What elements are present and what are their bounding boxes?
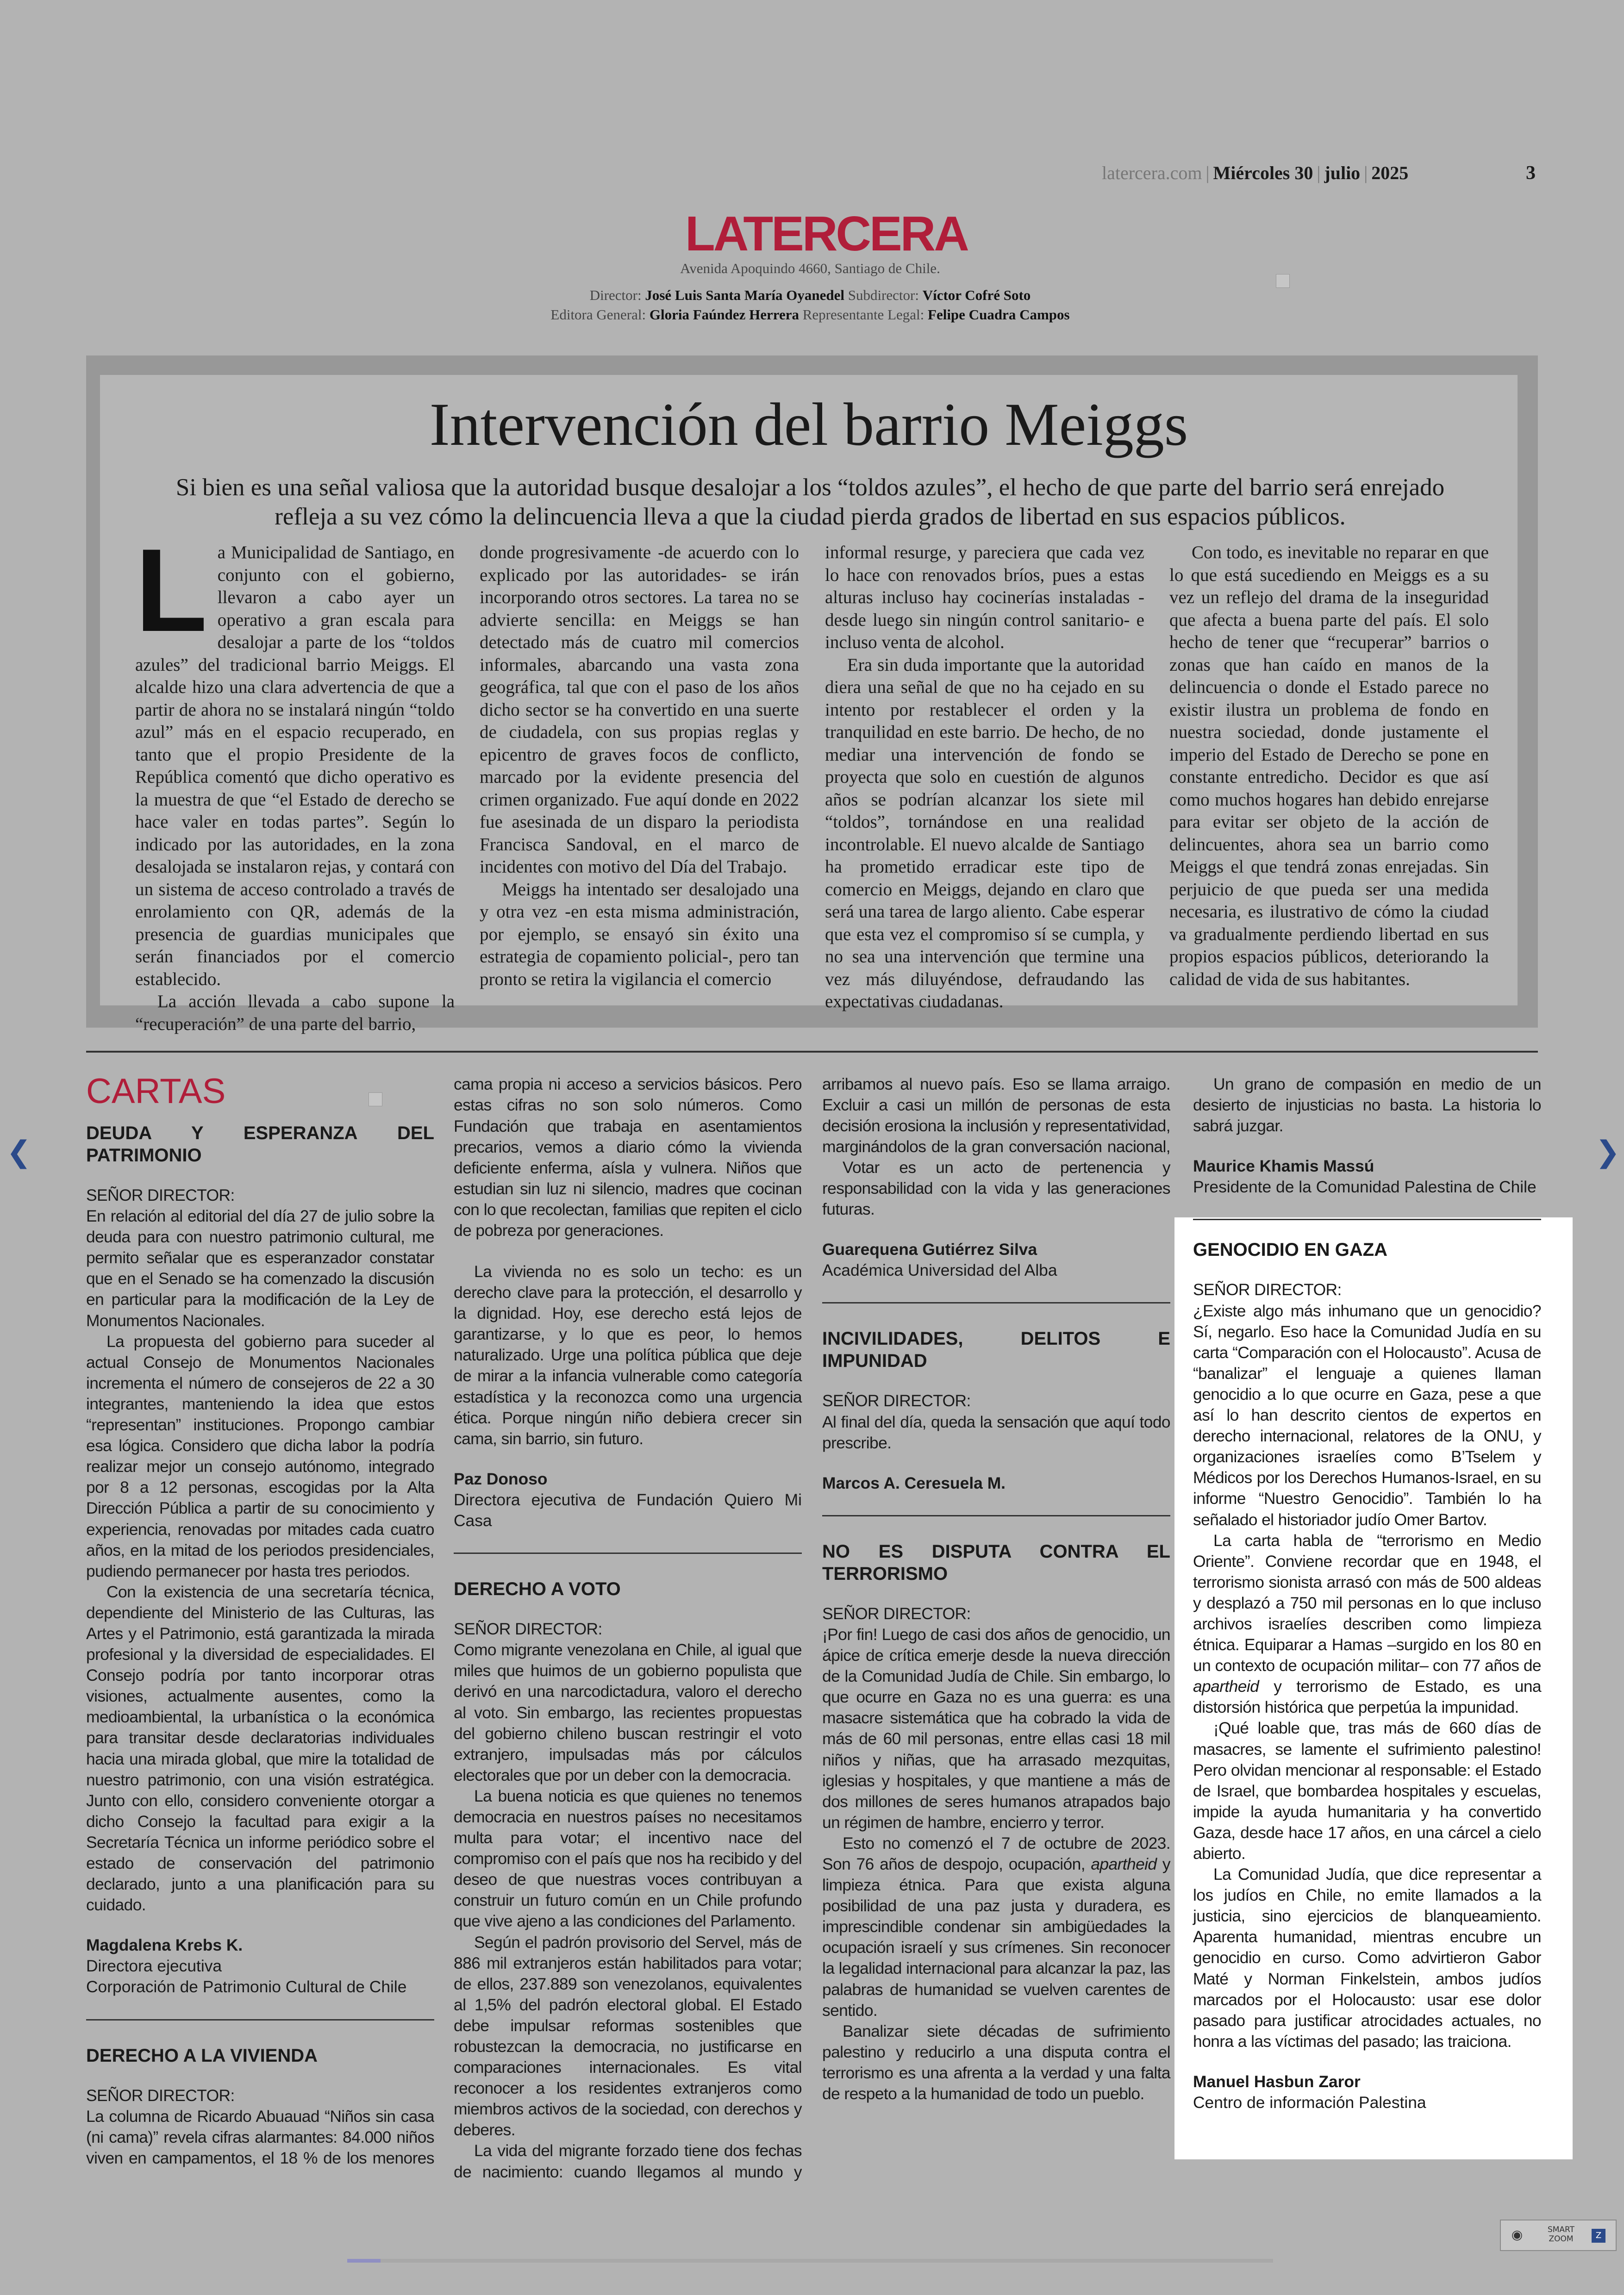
letter-salutation: SEÑOR DIRECTOR: (1193, 1280, 1342, 1299)
editora-name: Gloria Faúndez Herrera (649, 306, 799, 323)
page-scroll-track[interactable] (347, 2259, 1273, 2263)
letter-salutation: SEÑOR DIRECTOR: (822, 1604, 971, 1623)
letter-salutation: SEÑOR DIRECTOR: (86, 1186, 235, 1204)
legal-rep-name: Felipe Cuadra Campos (928, 306, 1070, 323)
letter-signature: Maurice Khamis Massú (1193, 1157, 1374, 1176)
letters-column-2: cama propia ni acceso a servicios básicos. Pero estas cifras no son solo números. Como Fundación que trabaja en asentamientos precarios, vemos a diario cómo la vivienda deficiente enferma, aísla y vulnera. Niños que estudian sin luz ni silencio, madres que cocinan con lo que recolectan, familias que repiten el ciclo de pobreza por generaciones. La vivienda no es solo un techo: es un derecho clave para la protección, el desarrollo y la dignidad. Hoy, ese derecho está lejos de garantizarse, y lo que es peor, lo hemos naturalizado. Urge una política pública que deje de mirar a la infancia vulnerable como categoría estadística y la reconozca como una urgencia ética. Porque ningún niño debiera crecer sin cama, sin barrio, sin futuro. Paz Donoso Directora ejecutiva de Fundación Quiero Mi Casa DERECHO A VOTO SEÑOR DIRECTOR: Como migrante venezolana en Chile, al igual que miles que huimos de un gobierno populista que derivó en una narcodictadura, valoro el derecho al voto. Sin embargo, las recientes propuestas del gobierno chileno buscan restringir el voto extranjero, impulsadas más por cálculos electorales que por un deber con la democracia. La buena noticia es que quienes no tenemos democracia en nuestros países no necesitamos multa para votar; el incentivo nace del compromiso con el país que nos ha recibido y del deseo de que nuestras voces contribuyan a construir un futuro común en un Chile profundo que vive ajeno a las condiciones del Parlamento. Según el padrón provisorio del Servel, más de 886 mil extranjeros están habilitados para votar; de ellos, 237.889 son venezolanos, equivalentes al 1,5% del padrón electoral global. El Estado debe impulsar reformas sostenibles que robustezcan la democracia, no justificarse en comparaciones internacionales. Es vital reconocer a los residentes extranjeros como miembros activos de la sociedad, con derechos y deberes. La vida del migrante forzado tiene dos fechas de nacimiento: cuando llegamos al mundo y (454, 1074, 802, 2182)
date-year: 2025 (1371, 162, 1409, 183)
letter-divider (1193, 1219, 1541, 1220)
letter-salutation: SEÑOR DIRECTOR: (86, 2086, 235, 2105)
letter-signature: Guarequena Gutiérrez Silva (822, 1240, 1037, 1259)
letter-headline: INCIVILIDADES, DELITOS E IMPUNIDAD (822, 1328, 1170, 1372)
chevron-left-icon[interactable]: ❮ (6, 1135, 31, 1169)
chevron-right-icon[interactable]: ❯ (1595, 1135, 1620, 1169)
editorial-column-4: Con todo, es inevitable no reparar en que lo que está sucediendo en Meiggs es a su vez un reflejo del drama de la inseguridad que afecta a buena parte del país. El solo hecho de tener que “recuperar” barrios o zonas que han caído en manos de la delincuencia o donde el Estado parece no existir ilustra un problema de fondo en nuestra sociedad, donde justamente el imperio del Estado de Derecho se pone en constante entredicho. Decidor es que así como muchos hogares han debido enrejarse para evitar ser objeto de la acción de delincuentes, ahora sea un barrio como Meiggs el que tendrá zonas enrejadas. Sin perjuicio de que pueda ser una medida necesaria, es ilustrativo de cómo la ciudad va gradualmente perdiendo libertad en sus propios espacios públicos, deteriorando la calidad de vida de sus habitantes. (1169, 543, 1489, 989)
drop-cap: L (135, 524, 207, 656)
letter-divider (822, 1515, 1170, 1516)
newspaper-logo: LATERCERA (685, 206, 968, 261)
letter-headline: DERECHO A VOTO (454, 1579, 621, 1600)
letters-column-4: Un grano de compasión en medio de un desierto de injusticias no basta. La historia lo sabrá juzgar. Maurice Khamis Massú Presidente de la Comunidad Palestina de Chile GENOCIDIO EN GAZA SEÑOR DIRECTOR: ¿Existe algo más inhumano que un genocidio? Sí, negarlo. Eso hace la Comunidad Judía en su carta “Comparación con el Holocausto”. Acusa de “banalizar” el lenguaje a quienes llaman genocidio a lo que ocurre en Gaza, pese a que así lo han descrito cientos de expertos en derecho internacional, relatores de la ONU, y organizaciones israelíes como B’Tselem y Médicos por los Derechos Humanos-Israel, en su informe “Nuestro Genocidio”. También lo ha señalado el historiador judío Omer Bartov. La carta habla de “terrorismo en Medio Oriente”. Conviene recordar que en 1948, el terrorismo sionista arrasó con más de 500 aldeas y desplazó a 750 mil personas en lo que incluso archivos israelíes describen como limpieza étnica. Equiparar a Hamas –surgido en los 80 en un contexto de ocupación militar– con 77 años de apartheid y terrorismo de Estado, es una distorsión histórica que perpetúa la impunidad. ¡Qué loable que, tras más de 660 días de masacres, se lamente el sufrimiento palestino! Pero olvidan mencionar al responsable: el Estado de Israel, que bombardea hospitales y escuelas, impide la ayuda humanitaria y ha convertido Gaza, desde hace 17 años, en una cárcel a cielo abierto. La Comunidad Judía, que dice representar a los judíos en Chile, no emite llamados a la justicia, sino ejercicios de blanqueamiento. Aparenta humanidad, mientras encubre un genocidio en curso. Como advirtieron Gabor Maté y Norman Finkelstein, ambos judíos marcados por el Holocausto: usar ese dolor pasado para justificar atrocidades actuales, no honra a las víctimas del pasado; las traiciona. Manuel Hasbun Zaror Centro de información Palestina (1193, 1074, 1541, 2113)
letter-signature: Manuel Hasbun Zaror (1193, 2072, 1361, 2091)
letter-divider (454, 1553, 802, 1554)
editorial-column-3: informal resurge, y pareciera que cada vez lo hace con renovados bríos, pues a estas alturas incluso hay cocinerías instaladas -desde luego sin ningún control sanitario- e incluso venta de alcohol. Era sin duda importante que la autoridad diera una señal de que no ha cejado en su intento por restablecer el orden y la tranquilidad en este barrio. De hecho, de no mediar una intervención de fondo se proyecta que solo en cuestión de algunos años se podrían alcanzar los siete mil “toldos”, tornándose en una realidad incontrolable. El nuevo alcalde de Santiago ha prometido erradicar este tipo de comercio en Meiggs, dejando en claro que será una tarea de largo aliento. Cabe esperar que esta vez el compromiso sí se cumpla, y no sea una intervención que termine una vez más diluyéndose, defraudando las expectativas ciudadanas. (825, 543, 1144, 1011)
letter-divider (86, 2019, 434, 2021)
letter-role: Académica Universidad del Alba (822, 1261, 1057, 1280)
eye-icon: ◉ (1511, 2227, 1523, 2242)
letter-signature: Paz Donoso (454, 1469, 548, 1488)
letter-salutation: SEÑOR DIRECTOR: (454, 1620, 602, 1639)
letter-headline: DERECHO A LA VIVIENDA (86, 2045, 318, 2066)
letter-body-continuation: cama propia ni acceso a servicios básicos. Pero estas cifras no son solo números. Como Fundación que trabaja en asentamientos precarios, vemos a diario cómo la vivienda deficiente enferma, aísla y vulnera. Niños que estudian sin luz ni silencio, madres que cocinan con lo que recolectan, familias que repiten el ciclo de pobreza por generaciones. (454, 1075, 802, 1240)
letters-column-1: DEUDA Y ESPERANZA DEL PATRIMONIO SEÑOR DIRECTOR: En relación al editorial del día 27 de julio sobre la deuda para con nuestro patrimonio cultural, me permito señalar que es esperanzador constatar que en el Senado se ha comenzado la discusión en particular para la modificación de la Ley de Monumentos Nacionales. La propuesta del gobierno para suceder al actual Consejo de Monumentos Nacionales incrementa el número de consejeros de 22 a 30 integrantes, manteniendo la idea que estos “representan” instituciones. Propongo cambiar esa lógica. Considero que dicha labor la podría realizar mejor un consejo autónomo, integrado por 8 a 12 personas, escogidas por la Alta Dirección Pública a partir de su conocimiento y experiencia, renovadas por mitades cada cuatro años, en la mitad de los periodos presidenciales, pudiendo permanecer por hasta tres periodos. Con la existencia de una secretaría técnica, dependiente del Ministerio de las Culturas, las Artes y el Patrimonio, está garantizada la mirada profesional y la diversidad de especialidades. El Consejo podría por tanto incorporar otras visiones, actualmente ausentes, como la medioambiental, la urbanística o la económica para transitar desde declaratorias individuales hacia una mirada global, que mire la totalidad de nuestro patrimonio, con una visión estratégica. Junto con ello, considero conveniente otorgar a dicho Consejo la facultad para exigir a la Secretaría Técnica un informe periódico sobre el estado de conservación del patrimonio declarado, junto a una planificación para su cuidado. Magdalena Krebs K. Directora ejecutiva Corporación de Patrimonio Cultural de Chile DERECHO A LA VIVIENDA SEÑOR DIRECTOR: La columna de Ricardo Abuauad “Niños sin casa (ni cama)” revela cifras alarmantes: 84.000 niños viven en campamentos, el 18 % de los menores (86, 1122, 434, 2169)
letter-organization: Corporación de Patrimonio Cultural de Chile (86, 1977, 407, 1996)
article-zoom-marker[interactable] (1276, 274, 1290, 288)
letter-divider (822, 1302, 1170, 1303)
smart-zoom-button[interactable] (1500, 2220, 1617, 2251)
header-dateline: latercera.com | Miércoles 30 | julio | 2025 (1102, 162, 1409, 183)
credits-line-1: Director: José Luis Santa María Oyanedel Subdirector: Víctor Cofré Soto (589, 287, 1031, 303)
letter-body-continued: La columna de Ricardo Abuauad “Niños sin casa (ni cama)” revela cifras alarmantes: 84.000 niños viven en campamentos, el 18 % de los menores (86, 2107, 434, 2167)
page-scroll-thumb[interactable] (347, 2259, 381, 2263)
director-name: José Luis Santa María Oyanedel (645, 287, 844, 303)
editorial-deck: Si bien es una señal valiosa que la autoridad busque desalojar a los “toldos azules”, el hecho de que parte del barrio será enrejado refleja a su vez cómo la delincuencia lleva a que la ciudad pierda grados de libertad en sus espacios públicos. (175, 474, 1445, 530)
date-month: julio (1324, 162, 1361, 183)
zoom-badge-icon: Z (1592, 2229, 1605, 2243)
date-day: Miércoles 30 (1213, 162, 1313, 183)
credits-line-2: Editora General: Gloria Faúndez Herrera Representante Legal: Felipe Cuadra Campos (550, 306, 1070, 323)
letter-salutation: SEÑOR DIRECTOR: (822, 1391, 971, 1410)
address-line: Avenida Apoquindo 4660, Santiago de Chile. (680, 260, 940, 276)
section-divider (86, 1051, 1538, 1053)
letters-column-3: arribamos al nuevo país. Eso se llama arraigo. Excluir a casi un millón de personas de esta decisión erosiona la inclusión y representatividad, marginándolos de la gran conversación nacional, Votar es un acto de pertenencia y responsabilidad con la vida y las generaciones futuras. Guarequena Gutiérrez Silva Académica Universidad del Alba INCIVILIDADES, DELITOS E IMPUNIDAD SEÑOR DIRECTOR: Al final del día, queda la sensación que aquí todo prescribe. Marcos A. Ceresuela M. NO ES DISPUTA CONTRA EL TERRORISMO SEÑOR DIRECTOR: ¡Por fin! Luego de casi dos años de genocidio, un ápice de crítica emerje desde la nueva dirección de la Comunidad Judía de Chile. Sin embargo, lo que ocurre en Gaza no es una guerra: es una masacre sistemática que ha cobrado la vida de más de 60 mil personas, entre ellas casi 18 mil niños y niñas, que ha arrasado mezquitas, iglesias y hospitales, y que mantiene a más de dos millones de seres humanos atrapados bajo un régimen de hambre, encierro y terror. Esto no comenzó el 7 de octubre de 2023. Son 76 años de despojo, ocupación, apartheid y limpieza étnica. Para que exista alguna posibilidad de una paz justa y duradera, es imprescindible condenar sin ambigüedades la ocupación israelí y sus crímenes. Sin reconocer la legalidad internacional para alcanzar la paz, las palabras de humanidad se vuelven carentes de sentido. Banalizar siete décadas de sufrimiento palestino y reducirlo a una disputa contra el terrorismo es una afrenta a la verdad y una falta de respeto a la humanidad de todo un pueblo. (822, 1074, 1170, 2104)
letter-body-continuation: arribamos al nuevo país. Eso se llama arraigo. Excluir a casi un millón de personas de esta decisión erosiona la inclusión y representatividad, marginándolos de la gran conversación nacional, (822, 1075, 1170, 1156)
page-number: 3 (1526, 162, 1536, 184)
editorial-column-2: donde progresivamente -de acuerdo con lo explicado por las autoridades- se irán incorporando otros sectores. La tarea no se advierte sencilla: en Meiggs se han detectado más de cuatro mil comercios informales, abarcando una vasta zona geográfica, tal que con el paso de los años dicho sector se ha convertido en una suerte de ciudadela, con sus propias reglas y epicentro de graves focos de conflicto, marcado por la evidente presencia del crimen organizado. Fue aquí donde en 2022 fue asesinada de un disparo la periodista Francisca Sandoval, en el marco de incidentes con motivo del Día del Trabajo. Meiggs ha intentado ser desalojado una y otra vez -en esta misma administración, por ejemplo, se ensayó sin éxito una estrategia de copamiento policial-, pero tan pronto se retira la vigilancia el comercio (480, 543, 799, 989)
smart-zoom-label: SMART ZOOM (1547, 2225, 1575, 2244)
cartas-section-title: CARTAS (86, 1072, 226, 1111)
article-zoom-marker[interactable] (369, 1092, 382, 1106)
editorial-column-1: La Municipalidad de Santiago, en conjunto con el gobierno, llevaron a cabo ayer un operativo a gran escala para desalojar a parte de los “toldos azules” del tradicional barrio Meiggs. El alcalde hizo una clara advertencia de que a partir de ahora no se instalará ningún “toldo azul” más en el espacio recuperado, en tanto que el propio Presidente de la República comentó que dicho operativo es la muestra de que “el Estado de derecho se hace valer en todas partes”. Según lo indicado por las autoridades, en la zona desalojada se instalaron rejas, y contará con un sistema de acceso controlado a través de enrolamiento con QR, además de la presencia de guardias municipales que serán financiados por el comercio establecido. La acción llevada a cabo supone la “recuperación” de una parte del barrio, (135, 524, 455, 1034)
letter-headline: GENOCIDIO EN GAZA (1193, 1240, 1388, 1260)
letter-signature: Marcos A. Ceresuela M. (822, 1473, 1006, 1492)
letter-signature: Magdalena Krebs K. (86, 1936, 243, 1955)
letter-role: Presidente de la Comunidad Palestina de Chile (1193, 1178, 1537, 1197)
letter-headline: NO ES DISPUTA CONTRA EL TERRORISMO (822, 1541, 1170, 1584)
letter-role: Directora ejecutiva (86, 1957, 222, 1976)
letter-role: Centro de información Palestina (1193, 2093, 1426, 2112)
editorial-title: Intervención del barrio Meiggs (429, 390, 1188, 458)
site-url: latercera.com (1102, 162, 1202, 183)
letter-role: Directora ejecutiva de Fundación Quiero Mi Casa (454, 1490, 802, 1530)
subdirector-name: Víctor Cofré Soto (922, 287, 1031, 303)
letter-headline: DEUDA Y ESPERANZA DEL PATRIMONIO (86, 1123, 434, 1166)
